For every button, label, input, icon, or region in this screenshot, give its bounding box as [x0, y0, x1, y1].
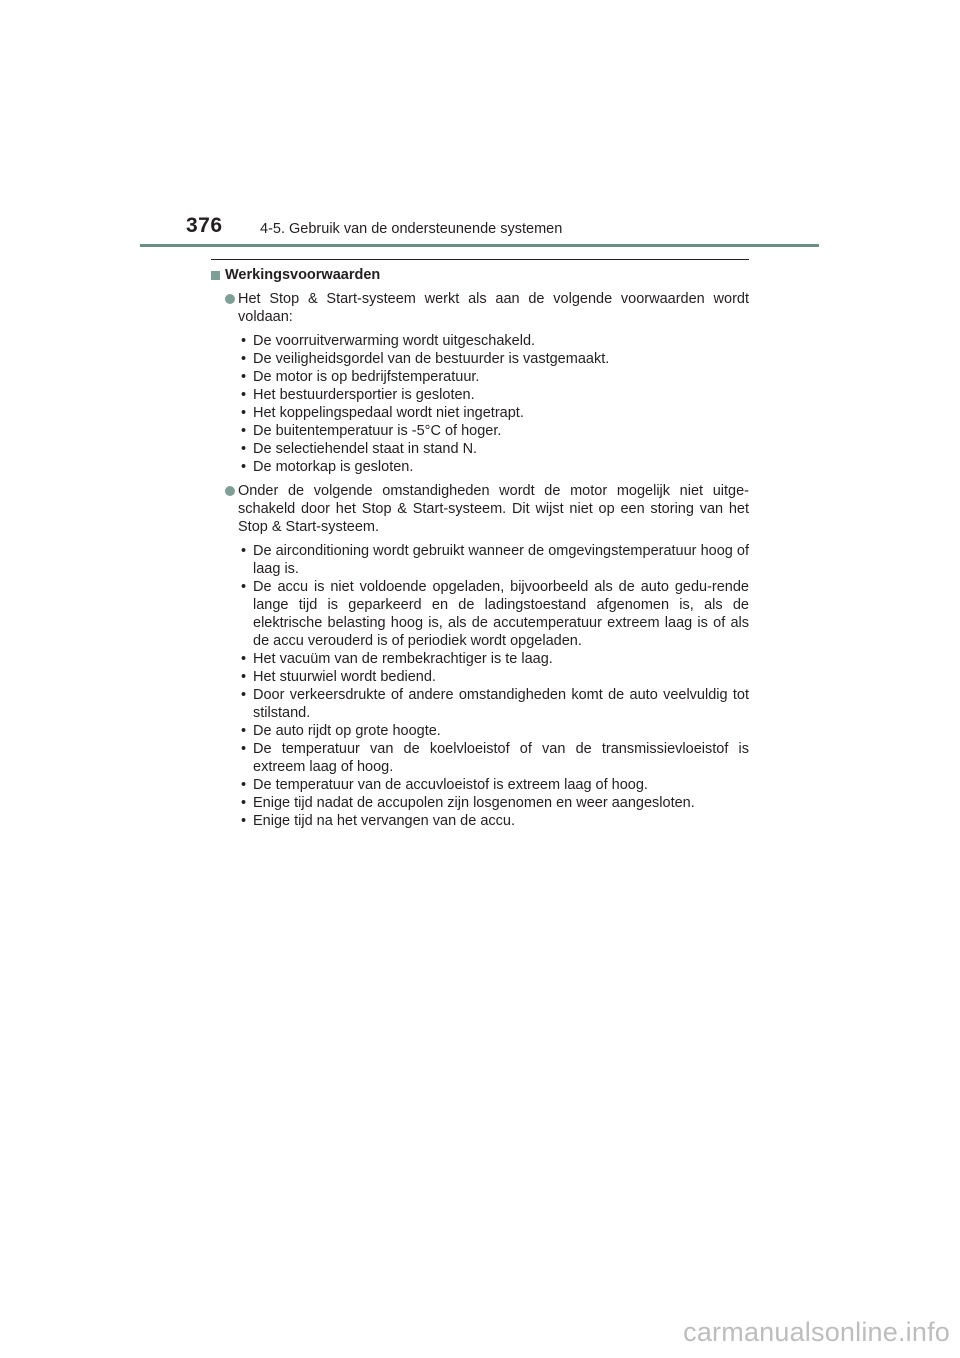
list-item: • De accu is niet voldoende opgeladen, bijvoorbeeld als de auto gedu-rende lange tijd is geparkeerd en de ladingstoestand afgenomen is, als de elektrische belasting hoog is, als de accutemperatuur extreem laag is of als de accu verouderd is of periodiek wordt opgeladen. [241, 579, 749, 649]
chapter-title: 4-5. Gebruik van de ondersteunende systemen [260, 221, 563, 237]
square-bullet-icon [211, 271, 220, 280]
list-item: • De veiligheidsgordel van de bestuurder is vastgemaakt. [241, 351, 610, 367]
list-item: • Het koppelingspedaal wordt niet ingetrapt. [241, 405, 524, 421]
bullet-text: Het Stop & Start-systeem werkt als aan de volgende voorwaarden wordt voldaan: [238, 291, 749, 325]
list-item: • De motor is op bedrijfstemperatuur. [241, 369, 480, 385]
list-item: • Het vacuüm van de rembekrachtiger is te laag. [241, 651, 553, 667]
list-item: • De temperatuur van de accuvloeistof is extreem laag of hoog. [241, 777, 648, 793]
section-divider [211, 259, 749, 260]
exception-bullet [211, 482, 749, 536]
condition-bullet [211, 290, 749, 326]
list-item: • De motorkap is gesloten. [241, 459, 414, 475]
watermark: carmanualsonline.info [683, 1317, 950, 1347]
circle-bullet-icon [225, 294, 235, 304]
list-item: • Het bestuurdersportier is gesloten. [241, 387, 475, 403]
list-item: • De selectiehendel staat in stand N. [241, 441, 478, 457]
exception-list [211, 542, 749, 830]
section-heading-text: Werkingsvoorwaarden [225, 267, 381, 283]
page-number: 376 [186, 214, 223, 237]
list-item: • De temperatuur van de koelvloeistof of van de transmissievloeistof is extreem laag of hoog. [241, 741, 749, 775]
list-item: • Enige tijd na het vervangen van de accu. [241, 813, 515, 829]
section-heading [211, 266, 749, 284]
list-item: • De voorruitverwarming wordt uitgeschakeld. [241, 333, 536, 349]
list-item: • Het stuurwiel wordt bediend. [241, 669, 436, 685]
main-content [211, 266, 749, 836]
header-divider [140, 244, 819, 247]
list-item: • Door verkeersdrukte of andere omstandigheden komt de auto veelvuldig tot stilstand. [241, 687, 749, 721]
list-item: • De airconditioning wordt gebruikt wanneer de omgevingstemperatuur hoog of laag is. [241, 543, 749, 577]
page-header [0, 0, 960, 250]
list-item: • Enige tijd nadat de accupolen zijn losgenomen en weer aangesloten. [241, 795, 695, 811]
condition-list [211, 332, 749, 476]
bullet-text: Onder de volgende omstandigheden wordt de motor mogelijk niet uitge-schakeld door het Stop & Start-systeem. Dit wijst niet op een storing van het Stop & Start-systeem. [238, 483, 749, 535]
list-item: • De buitentemperatuur is -5°C of hoger. [241, 423, 502, 439]
circle-bullet-icon [225, 486, 235, 496]
list-item: • De auto rijdt op grote hoogte. [241, 723, 441, 739]
